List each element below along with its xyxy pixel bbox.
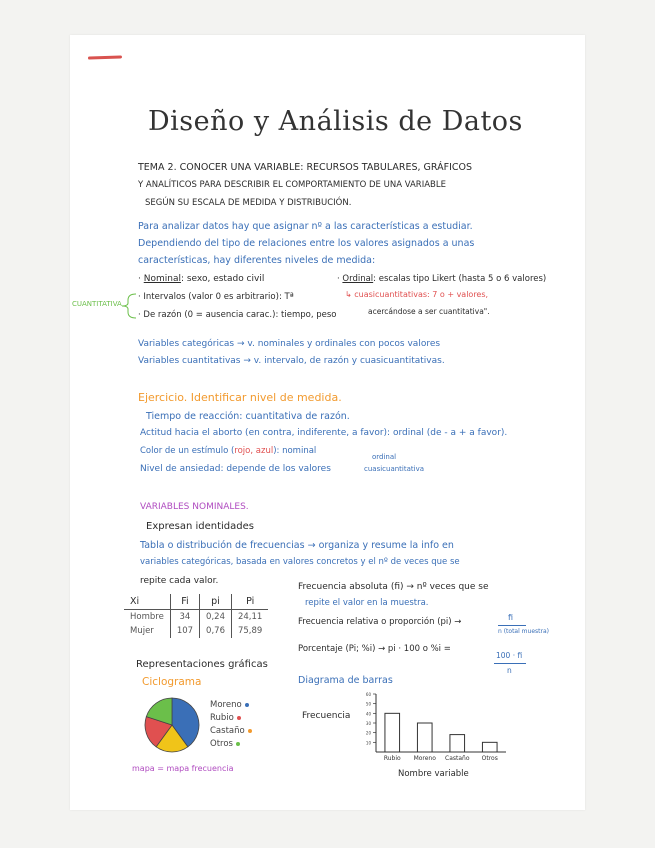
x-tick-label: Rubio — [383, 755, 401, 762]
page-title: Diseño y Análisis de Datos — [148, 106, 523, 137]
x-tick-label: Otros — [481, 755, 498, 762]
y-tick-label: 10 — [365, 740, 371, 746]
y-tick-label: 50 — [365, 701, 371, 707]
col-header-xi: Xi — [124, 594, 170, 610]
razon-line: · De razón (0 = ausencia carac.): tiempo, peso — [138, 310, 337, 320]
table-cell: 0,76 — [200, 624, 232, 638]
nominales-subtitle: Expresan identidades — [146, 521, 254, 532]
rel-frac-line — [498, 625, 526, 626]
ejercicio-line-1: Tiempo de reacción: cuantitativa de razón. — [146, 411, 350, 422]
frecuencia-relativa: Frecuencia relativa o proporción (pi) → — [298, 617, 462, 627]
legend-item — [210, 739, 240, 749]
tema-line-1: TEMA 2. CONOCER UNA VARIABLE: RECURSOS TABULARES, GRÁFICOS — [138, 162, 473, 173]
cuasi-line-2: acercándose a ser cuantitativa". — [368, 307, 490, 316]
x-tick-label: Castaño — [445, 755, 470, 762]
ejercicio-line-4: Nivel de ansiedad: depende de los valores — [140, 464, 331, 474]
intro-line-1: Para analizar datos hay que asignar nº a las características a estudiar. — [138, 221, 473, 232]
cuantitativa-brace — [118, 292, 138, 320]
nominales-line-1: Tabla o distribución de frecuencias → organiza y resume la info en — [140, 540, 454, 551]
table-row — [124, 610, 268, 625]
cuasi-line: ↳ cuasicuantitativas: 7 o + valores, — [345, 290, 489, 299]
col-header-fi: Fi — [170, 594, 199, 610]
porc-frac-num: 100 · fi — [496, 651, 523, 660]
table-cell: 34 — [170, 610, 199, 625]
barras-ylabel: Frecuencia — [302, 711, 351, 721]
nominal-answer: ): nominal — [273, 446, 317, 456]
cuantitativa-side-label: CUANTITATIVA — [72, 300, 122, 308]
nominal-line: · Nominal: sexo, estado civil — [138, 274, 265, 284]
nominal-label: Nominal — [143, 274, 181, 284]
porc-frac-line — [494, 663, 526, 664]
barras-heading: Diagrama de barras — [298, 675, 393, 686]
intro-line-2: Dependiendo del tipo de relaciones entre los valores asignados a unas — [138, 238, 475, 249]
rel-frac-den: n (total muestra) — [498, 628, 549, 635]
frecuencia-absoluta-def: repite el valor en la muestra. — [305, 598, 429, 608]
mapa-note: mapa = mapa frecuencia — [132, 764, 234, 773]
legend-label: Moreno — [210, 700, 242, 710]
nominales-heading: VARIABLES NOMINALES. — [140, 502, 249, 512]
bar-moreno — [417, 723, 432, 752]
nominales-line-2: variables categóricas, basada en valores concretos y el nº de veces que se — [140, 557, 460, 567]
ejercicio-heading: Ejercicio. Identificar nivel de medida. — [138, 391, 342, 404]
graficas-heading: Representaciones gráficas — [136, 659, 268, 670]
pie-chart — [143, 696, 201, 754]
legend-dot — [248, 729, 252, 733]
nominales-line-3: repite cada valor. — [140, 576, 219, 586]
table-cell: 75,89 — [231, 624, 268, 638]
color-estimulo-text: Color de un estímulo ( — [140, 446, 235, 456]
legend-item — [210, 726, 252, 736]
intervalo-line: · Intervalos (valor 0 es arbitrario): Tª — [138, 292, 294, 302]
bar-rubio — [385, 713, 400, 752]
bar-chart — [360, 690, 520, 775]
table-cell: Mujer — [130, 626, 154, 636]
frecuencia-absoluta: Frecuencia absoluta (fi) → nº veces que se — [298, 582, 489, 592]
y-tick-label: 30 — [365, 721, 371, 726]
table-cell: 0,24 — [200, 610, 232, 625]
bar-otros — [482, 742, 497, 752]
legend-dot — [245, 703, 249, 707]
legend-label: Rubio — [210, 713, 234, 723]
porc-frac-den: n — [507, 666, 512, 675]
col-header-Pi: Pi — [231, 594, 268, 610]
intro-line-3: características, hay diferentes niveles de medida: — [138, 255, 376, 266]
table-cell: 24,11 — [231, 610, 268, 625]
ordinal-line: · Ordinal: escalas tipo Likert (hasta 5 o 6 valores) — [337, 274, 547, 284]
legend-dot — [236, 742, 240, 746]
y-tick-label: 60 — [365, 692, 371, 697]
ansiedad-cuasi: cuasicuantitativa — [364, 465, 425, 473]
tema-line-2: Y ANALÍTICOS PARA DESCRIBIR EL COMPORTAMIENTO DE UNA VARIABLE — [138, 180, 446, 190]
color-examples: rojo, azul — [234, 446, 274, 456]
table-row — [124, 624, 268, 638]
rel-frac-num: fi — [508, 613, 514, 622]
ordinal-label: Ordinal — [342, 274, 374, 284]
tema-line-3: SEGÚN SU ESCALA DE MEDIDA Y DISTRIBUCIÓN. — [145, 198, 352, 208]
nominal-text: : sexo, estado civil — [180, 274, 265, 284]
bar-castaño — [450, 735, 465, 752]
y-tick-label: 20 — [365, 730, 371, 736]
ordinal-text: : escalas tipo Likert (hasta 5 o 6 valores) — [373, 274, 547, 284]
ansiedad-ordinal: ordinal — [372, 453, 397, 461]
col-header-pi: pi — [200, 594, 232, 610]
ejercicio-line-2: Actitud hacia el aborto (en contra, indiferente, a favor): ordinal (de - a + a favor). — [140, 428, 508, 438]
frequency-table — [124, 594, 268, 638]
barras-xlabel: Nombre variable — [398, 769, 469, 779]
x-tick-label: Moreno — [413, 755, 436, 762]
table-cell: Hombre — [130, 612, 164, 622]
legend-item — [210, 700, 249, 710]
legend-label: Otros — [210, 739, 233, 749]
porcentaje: Porcentaje (Pi; %i) → pi · 100 o %i = — [298, 644, 451, 654]
table-cell: 107 — [170, 624, 199, 638]
cuantitativas-line: Variables cuantitativas → v. intervalo, de razón y cuasicuantitativas. — [138, 356, 445, 366]
legend-label: Castaño — [210, 726, 245, 736]
table-header-row — [124, 594, 268, 610]
legend-dot — [237, 716, 241, 720]
categoricas-line: Variables categóricas → v. nominales y ordinales con pocos valores — [138, 339, 441, 349]
legend-item — [210, 713, 241, 723]
ejercicio-line-3 — [140, 447, 316, 456]
ciclograma-heading: Ciclograma — [142, 676, 202, 688]
y-tick-label: 40 — [365, 711, 371, 717]
